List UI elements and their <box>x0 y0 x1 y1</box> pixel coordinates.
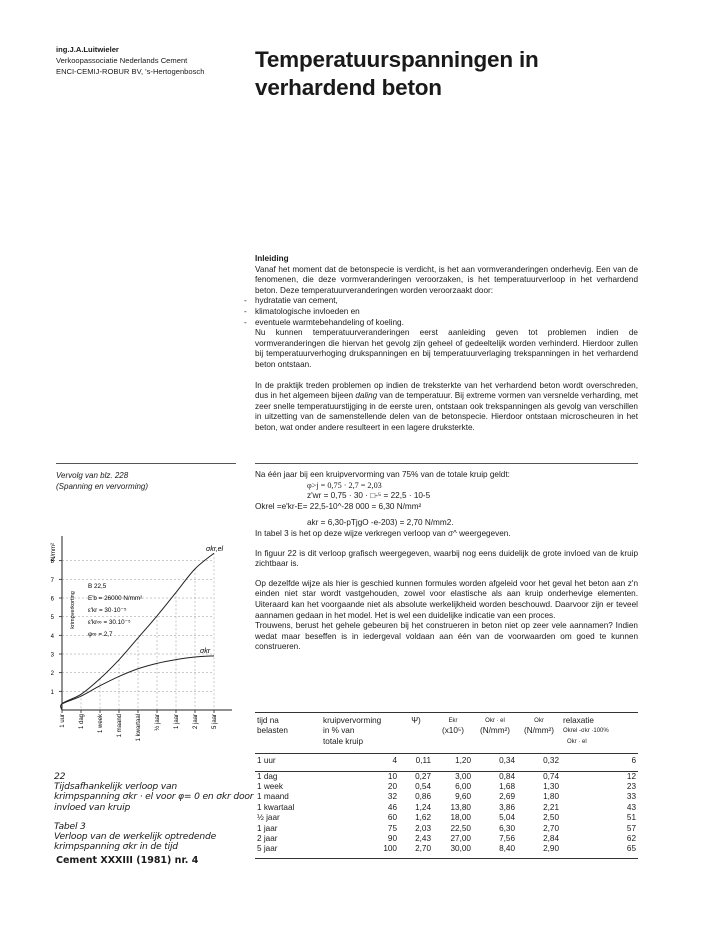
continuation-note <box>56 470 148 492</box>
table-cell: 0,86 <box>415 792 431 802</box>
table-cell: 9,60 <box>455 792 471 802</box>
caption-line: Tijdsafhankelijk verloop van <box>54 781 178 793</box>
continuation-line-2: (Spanning en vervorming) <box>56 482 149 491</box>
table-cell: 0,74 <box>543 771 559 781</box>
table-cell: 1 jaar <box>257 823 278 833</box>
x-tick-label: 1 dag <box>79 714 85 730</box>
x-tick-label: ½ jaar <box>155 714 161 731</box>
table-cell: 1,24 <box>415 802 431 812</box>
table-row <box>255 824 638 834</box>
table-cell: 51 <box>626 813 636 823</box>
legend-entry: E'b = 26000 N/mm² <box>88 595 143 602</box>
table-row <box>255 771 638 782</box>
table-cell: 1 maand <box>257 792 289 802</box>
intro-section <box>255 254 638 434</box>
table-cell: 1,20 <box>455 756 471 766</box>
list-item: - hydratatie van cement, <box>255 296 638 307</box>
col-header-creep-stress: Okr (N/mm²) <box>523 718 554 736</box>
affiliation-line-2: ENCI-CEMIJ-ROBUR BV, 's-Hertogenbosch <box>56 67 205 76</box>
table-cell: 8,40 <box>499 844 515 854</box>
figure-number: 22 <box>54 771 66 782</box>
curve-creep-stress <box>61 656 214 710</box>
continuation-line-1: Vervolg van blz. 228 <box>56 471 129 480</box>
x-tick-label: 1 jaar <box>174 714 180 730</box>
table-cell: 23 <box>626 782 636 792</box>
figure-captions <box>54 772 253 852</box>
table-cell: 6 <box>631 756 636 766</box>
author-block <box>56 44 204 77</box>
table-cell: 46 <box>387 802 397 812</box>
table-cell: 32 <box>387 792 397 802</box>
table-cell: 2 jaar <box>257 834 278 844</box>
col-header-relaxation: relaxatie Okrel -σkr ·100% Okr · el <box>563 716 609 745</box>
table-cell: 75 <box>387 823 397 833</box>
table-cell: 1 uur <box>257 756 276 766</box>
table-cell: 1,62 <box>415 813 431 823</box>
curve-label-creep: σkr <box>200 647 211 655</box>
legend-entry: ε'kr∞ = 30.10⁻⁵ <box>88 619 131 626</box>
intro-paragraph-1: Vanaf het moment dat de betonspecie is verdicht, is het aan vormveranderingen onderhevig. Een van de fenomenen, die deze vormveranderingen veroorzaken, is het temperatuurverloop in het verhardend beton. Deze temperatuurveranderingen worden veroorzaakt door: <box>255 264 638 295</box>
table-cell: 2,84 <box>543 834 559 844</box>
title-line-1: Temperatuurspanningen in <box>255 47 539 72</box>
x-tick-label: 1 week <box>98 714 104 734</box>
table-cell: 57 <box>626 823 636 833</box>
emphasis: daling <box>355 391 378 401</box>
table-cell: 3,86 <box>499 802 515 812</box>
table-cell: 30,00 <box>450 844 471 854</box>
table-cell: 2,69 <box>499 792 515 802</box>
table-row <box>255 844 638 854</box>
intro-paragraph-3 <box>255 381 638 434</box>
table-cell: 5 jaar <box>257 844 278 854</box>
table-cell: 1 kwartaal <box>257 802 295 812</box>
table-cell: 3,00 <box>455 771 471 781</box>
col-header-creep: kruipvervorming in % van totale kruip <box>323 716 382 746</box>
col-header-elastic: Okr · el (N/mm²) <box>479 718 510 736</box>
table-cell: 2,43 <box>415 834 431 844</box>
formula-phi: φ>j = 0,75 · 2,7 = 2,03 <box>307 480 382 490</box>
table-cell: 90 <box>387 834 397 844</box>
table-cell: 20 <box>387 782 397 792</box>
formula-creep-stress: akr = 6,30-pTjgO -e-203) = 2,70 N/mm2. <box>307 518 454 528</box>
author-name: ing.J.A.Luitwieler <box>56 45 119 54</box>
table-cell: 0,34 <box>499 756 515 766</box>
table-cell: 43 <box>626 802 636 812</box>
x-tick-label: 1 kwartaal <box>136 714 142 742</box>
table-cell: 1,80 <box>543 792 559 802</box>
intro-line: Na één jaar bij een kruipvervorming van 75% van de totale kruip geldt: <box>255 470 510 479</box>
table-cell: 1,68 <box>499 782 515 792</box>
legend-entry: B 22,5 <box>88 583 107 590</box>
table-cell: 0,27 <box>415 771 431 781</box>
x-tick-label: 5 jaar <box>212 714 218 730</box>
table-row <box>255 803 638 813</box>
table-cell: 18,00 <box>450 813 471 823</box>
table-cell: 1 dag <box>257 771 278 781</box>
table-row <box>255 813 638 823</box>
divider-right <box>255 463 638 464</box>
table-header-row <box>255 713 638 750</box>
table-row <box>255 792 638 802</box>
column-2-text <box>255 470 638 662</box>
graph-grid <box>59 536 232 713</box>
table-cell: 33 <box>626 792 636 802</box>
curve-label-elastic: σkr,el <box>206 546 224 554</box>
y-tick-label: 5 <box>50 615 54 622</box>
y-tick-label: 1 <box>50 689 54 696</box>
legend-entry: φ∞ = 2,7 <box>88 631 113 638</box>
intro-heading: Inleiding <box>255 254 289 263</box>
table-cell: 2,70 <box>415 844 431 854</box>
curve-elastic-stress <box>61 553 214 710</box>
paragraph-closing: Trouwens, berust het gehele gebeuren bij het construeren in beton niet op zeer vele aannamen? Indien wedat maar beseffen is in iedergeval voldaan aan één van de voorwaarden om goed te kunnen construeren. <box>255 621 638 652</box>
journal-footer: Cement XXXIII (1981) nr. 4 <box>56 855 199 866</box>
formula-strain: z'wr = 0,75 · 30 · □-⁵ = 22,5 · 10-5 <box>307 491 431 501</box>
table-cell: 13,80 <box>450 802 471 812</box>
cause-list <box>255 296 638 328</box>
table-cell: 4 <box>392 756 397 766</box>
table-cell: 6,00 <box>455 782 471 792</box>
table-cell: 62 <box>626 834 636 844</box>
x-tick-label: 1 maand <box>117 714 123 738</box>
graph-legend <box>70 583 142 638</box>
y-tick-label: 6 <box>50 596 54 603</box>
caption-line: invloed van kruip <box>54 801 131 813</box>
table-cell: 2,90 <box>543 844 559 854</box>
table-cell: 100 <box>383 844 397 854</box>
y-tick-label: 4 <box>50 633 54 640</box>
affiliation-line-1: Verkoopassociatie Nederlands Cement <box>56 56 188 65</box>
table-cell: 27,00 <box>450 834 471 844</box>
table-row <box>255 834 638 844</box>
title-line-2: verhardend beton <box>255 75 442 100</box>
article-title <box>255 46 539 102</box>
y-tick-label: 8 <box>50 559 54 566</box>
text-span: In de praktijk treden problemen op indien de treksterkte van het verhardend beton wordt overschreden, dus in het algemeen bijeen <box>255 380 638 401</box>
x-tick-label: 2 jaar <box>193 714 199 730</box>
intro-paragraph-2: Nu kunnen temperatuurveranderingen eerst aanleiding geven tot problemen indien de vormveranderingen die hiervan het gevolg zijn geheel of gedeeltelijk worden verhinderd. Hierdoor zullen bij temperatuurverhoging drukspanningen en bij temperatuurverlaging trekspanningen in het verhardend beton ontstaan. <box>255 328 638 369</box>
col-header-phi: Ψ) <box>411 716 421 725</box>
table-cell: 2,03 <box>415 823 431 833</box>
col-header-strain: Ekr (x10⁵) <box>441 718 465 736</box>
legend-entry: ε'kr = 30·10⁻⁵ <box>88 607 127 614</box>
stress-time-graph <box>52 530 242 762</box>
table-row <box>255 782 638 792</box>
caption-line: Verloop van de werkelijk optredende <box>54 831 217 843</box>
table-cell: 22,50 <box>450 823 471 833</box>
table-cell: 65 <box>626 844 636 854</box>
table-cell: 0,84 <box>499 771 515 781</box>
table-cell: 0,11 <box>415 756 431 766</box>
table-cell: 2,70 <box>543 823 559 833</box>
paragraph-figure-ref: In figuur 22 is dit verloop grafisch weergegeven, waarbij nog eens duidelijk de grote invloed van de kruip zichtbaar is. <box>255 548 638 569</box>
stress-table <box>255 712 638 859</box>
table-caption-title: Tabel 3 <box>54 820 86 832</box>
table-cell: 0,32 <box>543 756 559 766</box>
table-cell: 1,30 <box>543 782 559 792</box>
text-span: van de temperatuur. Bij extreme vormen van versnelde verharding, met zeer snelle temperatuurstijging in de eerste uren, ontstaan ook trekspanningen als gevolg van verschillen in uitzetting van de samenstellende delen van de betonspecie. Hierdoor ontstaan microscheuren in het beton, wat onder andere resulteert in een lagere druksterkte. <box>255 391 638 432</box>
table-cell: ½ jaar <box>257 813 280 823</box>
list-item: - klimatologische invloeden en <box>255 307 638 318</box>
paragraph-table-ref: In tabel 3 is het op deze wijze verkregen verloop van σ^ weergegeven. <box>255 528 511 538</box>
table-cell: 0,54 <box>415 782 431 792</box>
caption-line: krimpspanning σkr · el voor φ= 0 en σkr door <box>54 791 254 803</box>
table-cell: 12 <box>626 771 636 781</box>
col-header-time: tijd na belasten <box>257 716 288 736</box>
table-cell: 7,56 <box>499 834 515 844</box>
x-tick-label: 1 uur <box>60 714 66 728</box>
y-axis-unit: N/mm² <box>51 543 57 561</box>
table-cell: 1 week <box>257 782 283 792</box>
y-tick-label: 3 <box>50 652 54 659</box>
table-cell: 2,50 <box>543 813 559 823</box>
y-tick-label: 2 <box>50 671 54 678</box>
caption-line: krimpspanning σkr in de tijd <box>54 841 178 853</box>
table-cell: 60 <box>387 813 397 823</box>
legend-side-label: krimpverkorting <box>70 591 76 629</box>
y-tick-label: 7 <box>50 577 54 584</box>
table-cell: 2,21 <box>543 802 559 812</box>
table-row <box>255 754 638 770</box>
table-cell: 5,04 <box>499 813 515 823</box>
list-item: - eventuele warmtebehandeling of koeling. <box>255 318 638 329</box>
paragraph-discussion: Op dezelfde wijze als hier is geschied kunnen formules worden afgeleid voor het geval het beton aan z'n einden niet star wordt vastgehouden, zowel voor elastische als aan kruip onderhevige elementen. Uiteraard kan het voorgaande niet als absolute werkelijkheid worden beschouwd. Daarvoor zijn er teveel aannamen gedaan in het model. Het is wel een duidelijke indicatie van een proces. <box>255 578 638 620</box>
divider-left <box>56 463 236 464</box>
table-cell: 6,30 <box>499 823 515 833</box>
formula-elastic-stress: Okrel =e'kr-E= 22,5-10^-28 000 = 6,30 N/mm² <box>255 501 422 511</box>
table-cell: 10 <box>387 771 397 781</box>
